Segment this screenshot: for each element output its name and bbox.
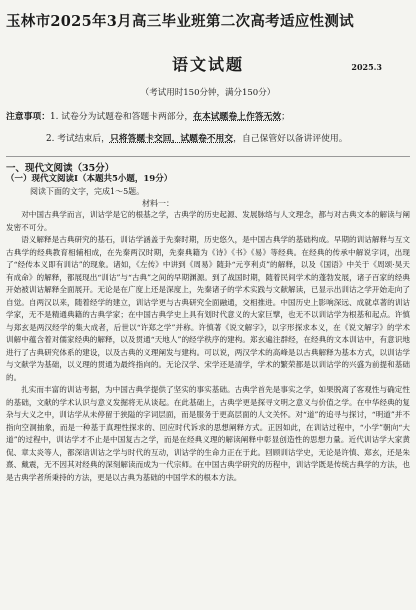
reading-instruction: 阅读下面的文字，完成1～5题。 [30, 187, 145, 196]
passage-paragraph: 扎实而丰富的训诂考据，为中国古典学提供了坚实的事实基础。古典学首先是事实之学，如果脱离了客观性与确定性的基础，文献的学术认识与意义发掘将无从谈起。在此基础上，古典学更是探寻文明之意义与价值之学。在中华经典的复杂与大义之中，训诂学从未停留于狭隘的字词层面，而是服务于更高层面的人文关怀。对“道”的追寻与探讨，“明道”并不指向空洞抽象，而是一种基于真理性探求的、回应时代诉求的思想阐释方式。正因如此，在训诂过程中，“小学”朝向“大道”的过程中，训诂学才不止是中国复古之学，而是在经典义理的解读阐释中彰显创造性的思想力量。近代训诂学大家黄侃、章太炎等人，都深谙训诂之学与时代的互动，训诂学的生命力正在于此。回顾训诂学史，无论是许慎、郑玄，还是朱熹、戴震，无不因其对经典的深刻解读而成为一代宗师。在中国古典学研究的历程中，训诂学既是传统古典学的方法，也是古典学者所秉持的方法，更是以古典为基础的中国学术的根本方法。 [6, 385, 410, 482]
divider [6, 156, 410, 157]
exam-date: 2025.3 [351, 62, 382, 72]
notice-item-1-prefix: 1. 试卷分为试题卷和答题卡两部分， [50, 112, 194, 122]
notice-item-2-prefix: 2. 考试结束后， [46, 134, 110, 144]
exam-title: 玉林市2025年3月高三毕业班第二次高考适应性测试 [6, 13, 354, 30]
notice-item-2-suffix: ，自己保管好以备讲评使用。 [233, 134, 348, 144]
notice-item-2-emphasis: 只将答题卡交回，试题卷不用交 [109, 134, 234, 144]
section-title: 一、现代文阅读（35分） [6, 163, 115, 174]
notice-item-1 [6, 106, 410, 128]
notice-item-1-emphasis: 在本试题卷上作答无效 [193, 112, 282, 122]
notice-label: 注意事项： [6, 112, 50, 122]
exam-time-note: （考试用时150分钟，满分150分） [140, 88, 276, 98]
passage-paragraph: 对中国古典学而言，训诂学是它的根基之学，古典学的历史起源、发展脉络与人文理念，都与对古典文本的解读与阐发密不可分。 [6, 210, 410, 232]
subsection-title: （一）现代文阅读Ⅰ（本题共5小题，19分） [6, 174, 173, 184]
notice-item-1-suffix: ； [281, 112, 290, 122]
notice-item-2 [6, 128, 410, 150]
subject-title: 语文试题 [171, 55, 244, 74]
passage-body [6, 209, 410, 484]
material-header: 材料一： [142, 199, 174, 208]
passage-paragraph: 语义解释是古典研究的基石，训诂学涵盖于先秦时期，历史悠久，是中国古典学的基础构成。早期的训诂解释与互文古典学的经典教育相辅相成，在先秦两汉时期，先秦典籍为《诗》《书》《易》等经典。在经典的传承中解说字词，出现了“经传本义即有训诂”的现象。诸如，《左传》中讲到《周易》随卦“元亨利贞”的解释，以及《国语》中关于《周颂·昊天有成命》的解释，都展现出“训诂”与“古典”之间的早期渊源。到了战国时期，随着民间学术的蓬勃发展，诸子百家的经典开始被训诂解释全面展开。无论是在广度上还是深度上，先秦诸子的学术实践与文献解读，已显示出训诂之学开始走向了自觉。自两汉以来，随着经学的建立，训诂学更与古典研究全面融通，交相推进。中国历史上影响深远、成就卓著的训诂学家，无不是精通典籍的古典学家；在中国古典学史上具有划时代意义的大家巨擘，也无不以训诂学为根基和起点。许慎与郑玄是两汉经学的集大成者，后世以“许郑之学”并称。许慎著《说文解字》，以字形探求本义，在《说文解字》的学术训解中蕴含着对儒家经典的解释，以及贯通“天地人”的经学秩序的建构。郑玄遍注群经，在经典的文本训诂中，有意识地进行了古典研究体系的建设，以及古典的义理阐发与建构。可以说，两汉学术的高峰是以古典解释为基本方式，以训诂学与文献学为基础，以义理的贯通为最终指向的。无论汉学、宋学还是清学，学术的繁荣都是以训诂学的兴盛为前提和基础的。 [6, 235, 410, 382]
notice-block [6, 106, 410, 150]
